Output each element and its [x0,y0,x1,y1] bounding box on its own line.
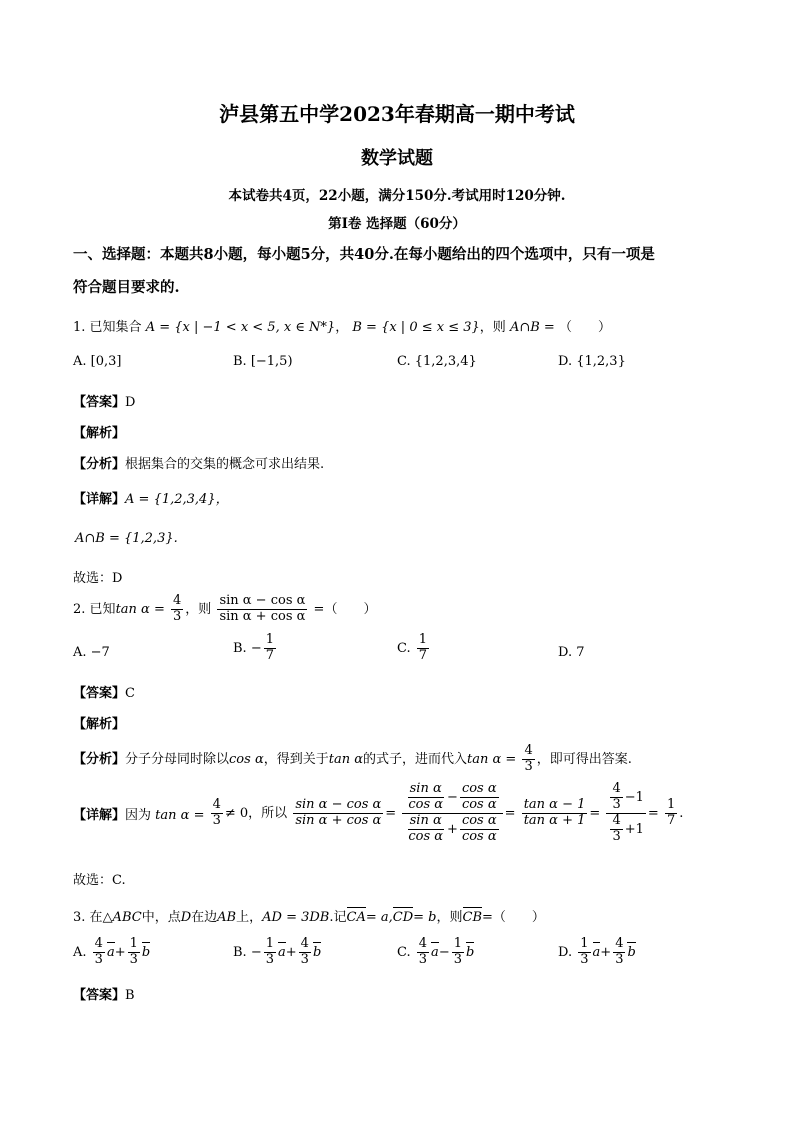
q2-f3d: cos α [408,828,444,844]
q1-expr: A∩B = [509,320,555,335]
q2-expr-den: sin α + cos α [219,608,306,624]
q3-text-f: ，则 [436,910,463,925]
q2-43b-n: 4 [612,812,621,828]
q3-text-d: 上， [236,910,263,925]
q2-detail-eq4: = [647,805,659,821]
q2-text-c: =（ ） [313,601,377,617]
q3-text-a: 在 [89,910,103,925]
q2-detail-eq1: = [385,805,397,821]
q3-eq-b: = b [413,910,437,925]
q2-fenxi-cos: cos α [229,751,264,767]
q2-tan: tan α = [115,601,165,617]
subject-title: 数学试题 [361,148,433,169]
q2-compound-den [402,814,502,845]
q2-b-den: 7 [265,647,275,663]
q1-detail-line1: A = {1,2,3,4}， [125,492,229,507]
q2-fenxi-c: 的式子，进而代入 [363,751,468,767]
q3-a-label: A. [73,944,87,960]
q2-option-c-label: C. [397,640,411,656]
q3-c-frac1: $\frac{4}{3}$ [418,936,428,967]
q3-option-a: A. $\frac{4}{3}$ a+ $\frac{1}{3}$ b [73,936,151,967]
xiangjie-tag: 【详解】 [73,492,126,507]
q3-point-d: D [180,910,192,925]
q3-text-b: 中，点 [141,910,181,925]
q2-option-b-frac [264,633,276,664]
q1-option-c: C. {1,2,3,4} [397,354,477,369]
q1-set-b: B = {x | 0 ≤ x ≤ 3} [352,320,480,335]
q2-43a-n: 4 [612,781,621,796]
q2-detail-a: 因为 [125,807,152,823]
q2-expr-fraction [217,594,307,625]
q2-detail-given [211,798,223,829]
q2-f4d: cos α [461,828,497,844]
q2-option-d: D. 7 [558,645,585,660]
q1-option-d: D. {1,2,3} [558,354,626,369]
q1-option-a: A. [0,3] [73,354,122,369]
q2-sin-over-cos-1 [406,782,445,813]
q2-detail-given-den: 3 [212,812,221,828]
q2-detail [73,782,683,845]
q2-fenxi-num: 4 [524,743,533,758]
q3-option-c: C. $\frac{4}{3}$ a− $\frac{1}{3}$ b [397,936,475,967]
q2-detail-expr-num: sin α − cos α [295,796,382,812]
q1-detail-line2: A∩B = {1,2,3}. [75,531,178,546]
q2-fenxi-b: ，得到关于 [263,751,329,767]
q2-text-a: 已知 [89,601,116,617]
answer-tag: 【答案】 [73,686,126,701]
q3-eq-a: = a, [365,910,393,925]
q2-number: 2. [73,601,86,617]
q1-answer [73,391,135,410]
q3-triangle: △ABC [102,910,142,925]
q1-conclusion: 故选：D [73,571,123,586]
q2-fenxi-a: 分子分母同时除以 [125,751,230,767]
q2-numeric-fraction [606,782,645,845]
q2-fenxi-den: 3 [524,758,533,774]
fenxi-tag: 【分析】 [73,457,126,472]
q2-text-b: ，则 [185,601,212,617]
q1-fenxi-text: 根据集合的交集的概念可求出结果. [125,457,325,472]
q1-analysis-tag: 【解析】 [73,426,126,441]
q2-analysis-tag: 【解析】 [73,717,126,732]
q2-detail-period: . [679,805,684,821]
q2-tan-m1: tan α − 1 [523,796,586,812]
q3-text-e: .记 [329,910,347,925]
q1-option-b: B. [−1,5) [233,354,293,369]
q2-compound-num [402,782,502,814]
q2-detail-c: ≠ 0，所以 [224,805,288,821]
q2-tan-fraction [522,798,588,829]
q2-expr-num: sin α − cos α [219,593,306,608]
q3-d-frac1: $\frac{1}{3}$ [580,936,589,967]
q2-detail-compound [402,782,502,845]
q1-number: 1. [73,320,86,335]
q3-answer-value: B [125,988,135,1003]
q2-detail-given-num: 4 [212,796,221,812]
q2-c-den: 7 [418,647,428,663]
q2-43b-d: 3 [612,828,621,844]
q2-minus: − [447,789,458,805]
q2-fenxi-fraction [522,744,534,775]
part-title: 第I卷 选择题（60分） [328,216,466,232]
q1-text-b: ，则 [479,320,506,335]
q2-given-fraction [171,594,183,625]
q3-number: 3. [73,910,86,925]
q3-c-label: C. [397,944,411,960]
question-1-stem: 1. 已知集合 A = {x | −1 < x < 5, x ∈ N*}， B = {x | 0 ≤ x ≤ 3}，则 A∩B = （ ） [73,320,611,335]
q2-43-a [610,782,622,813]
q2-option-b [233,633,278,664]
q2-f2n: cos α [461,781,497,796]
q2-given-num: 4 [173,593,182,608]
q2-43a-d: 3 [612,796,621,812]
q2-f4n: cos α [461,812,497,828]
q2-c-num: 1 [418,632,428,647]
q2-detail-tan: tan α = [155,807,205,823]
exam-notice: 本试卷共4页，22小题，满分150分.考试用时120分钟. [228,188,566,204]
q2-tan-p1: tan α + 1 [523,812,586,828]
q3-b-frac2: $\frac{4}{3}$ [300,936,309,967]
q2-f3n: sin α [409,812,442,828]
q3-option-b: B. − $\frac{1}{3}$ a+ $\frac{4}{3}$ b [233,936,322,967]
q2-numeric-den [606,814,645,845]
q2-f1d: cos α [408,796,444,812]
q2-option-b-label: B. [233,640,247,656]
q1-text: 已知集合 [89,320,142,335]
q2-detail-eq2: = [504,805,516,821]
q2-conclusion: 故选：C. [73,873,126,888]
exam-title: 泸县第五中学2023年春期高一期中考试 [219,102,575,126]
answer-tag: 【答案】 [73,988,126,1003]
q2-f1n: sin α [409,781,442,796]
q2-cos-over-cos-1 [460,782,499,813]
q3-a-frac2: $\frac{1}{3}$ [129,936,138,967]
fenxi-tag: 【分析】 [73,751,126,767]
q2-fenxi-d: tan α = [467,751,517,767]
q3-condition: AD = 3DB [262,910,330,925]
q3-vector-cb: CB [462,910,483,925]
q2-fenxi [73,744,632,775]
q3-answer [73,984,135,1003]
q2-detail-expr [293,798,383,829]
q1-paren: （ ） [558,320,611,335]
q2-detail-eq3: = [589,805,601,821]
xiangjie-tag: 【详解】 [73,807,126,823]
q2-fenxi-tan: tan α [328,751,364,767]
q3-option-d: D. $\frac{1}{3}$ a+ $\frac{4}{3}$ b [558,936,636,967]
q2-f2d: cos α [461,796,497,812]
q1-answer-value: D [125,395,136,410]
q3-b-frac1: $\frac{1}{3}$ [265,936,274,967]
question-3-stem [73,906,545,925]
q2-detail-expr-den: sin α + cos α [295,812,382,828]
q2-plus: + [447,821,458,837]
q2-b-num: 1 [265,632,275,647]
q2-43-b [610,814,622,845]
q3-text-c: 在边 [191,910,218,925]
q1-detail [73,488,229,507]
q1-fenxi [73,453,324,472]
q2-given-den: 3 [173,608,182,624]
answer-tag: 【答案】 [73,395,126,410]
q2-p1: +1 [624,821,644,837]
q1-set-a: A = {x | −1 < x < 5, x ∈ N*} [145,320,336,335]
q3-vector-cd: CD [392,910,414,925]
q2-option-a: A. −7 [73,645,110,660]
q3-ab: AB [217,910,237,925]
section-heading-cont: 符合题目要求的. [73,279,180,296]
section-heading: 一、选择题：本题共8小题，每小题5分，共40分.在每小题给出的四个选项中，只有一项是 [73,246,655,263]
q2-option-c-frac [417,633,429,664]
q3-b-label: B. [233,944,247,960]
q2-answer [73,682,135,701]
q3-d-frac2: $\frac{4}{3}$ [615,936,624,967]
q2-result-den: 7 [666,812,676,828]
q3-a-frac1: $\frac{4}{3}$ [94,936,103,967]
q2-result-num: 1 [666,796,676,812]
q2-numeric-num [606,782,645,814]
question-2-stem [73,594,376,625]
q2-result-fraction [665,798,677,829]
q3-d-label: D. [558,944,573,960]
q2-sin-over-cos-2 [406,814,445,845]
q2-option-b-sign: − [250,640,262,656]
q2-fenxi-e: ，即可得出答案. [536,751,632,767]
q2-option-c [397,633,431,664]
q2-m1: −1 [624,789,644,805]
q3-text-g: =（ ） [482,910,545,925]
q2-answer-value: C [125,686,135,701]
q3-vector-ca: CA [346,910,366,925]
q3-c-frac2: $\frac{1}{3}$ [453,936,462,967]
q2-cos-over-cos-2 [460,814,499,845]
